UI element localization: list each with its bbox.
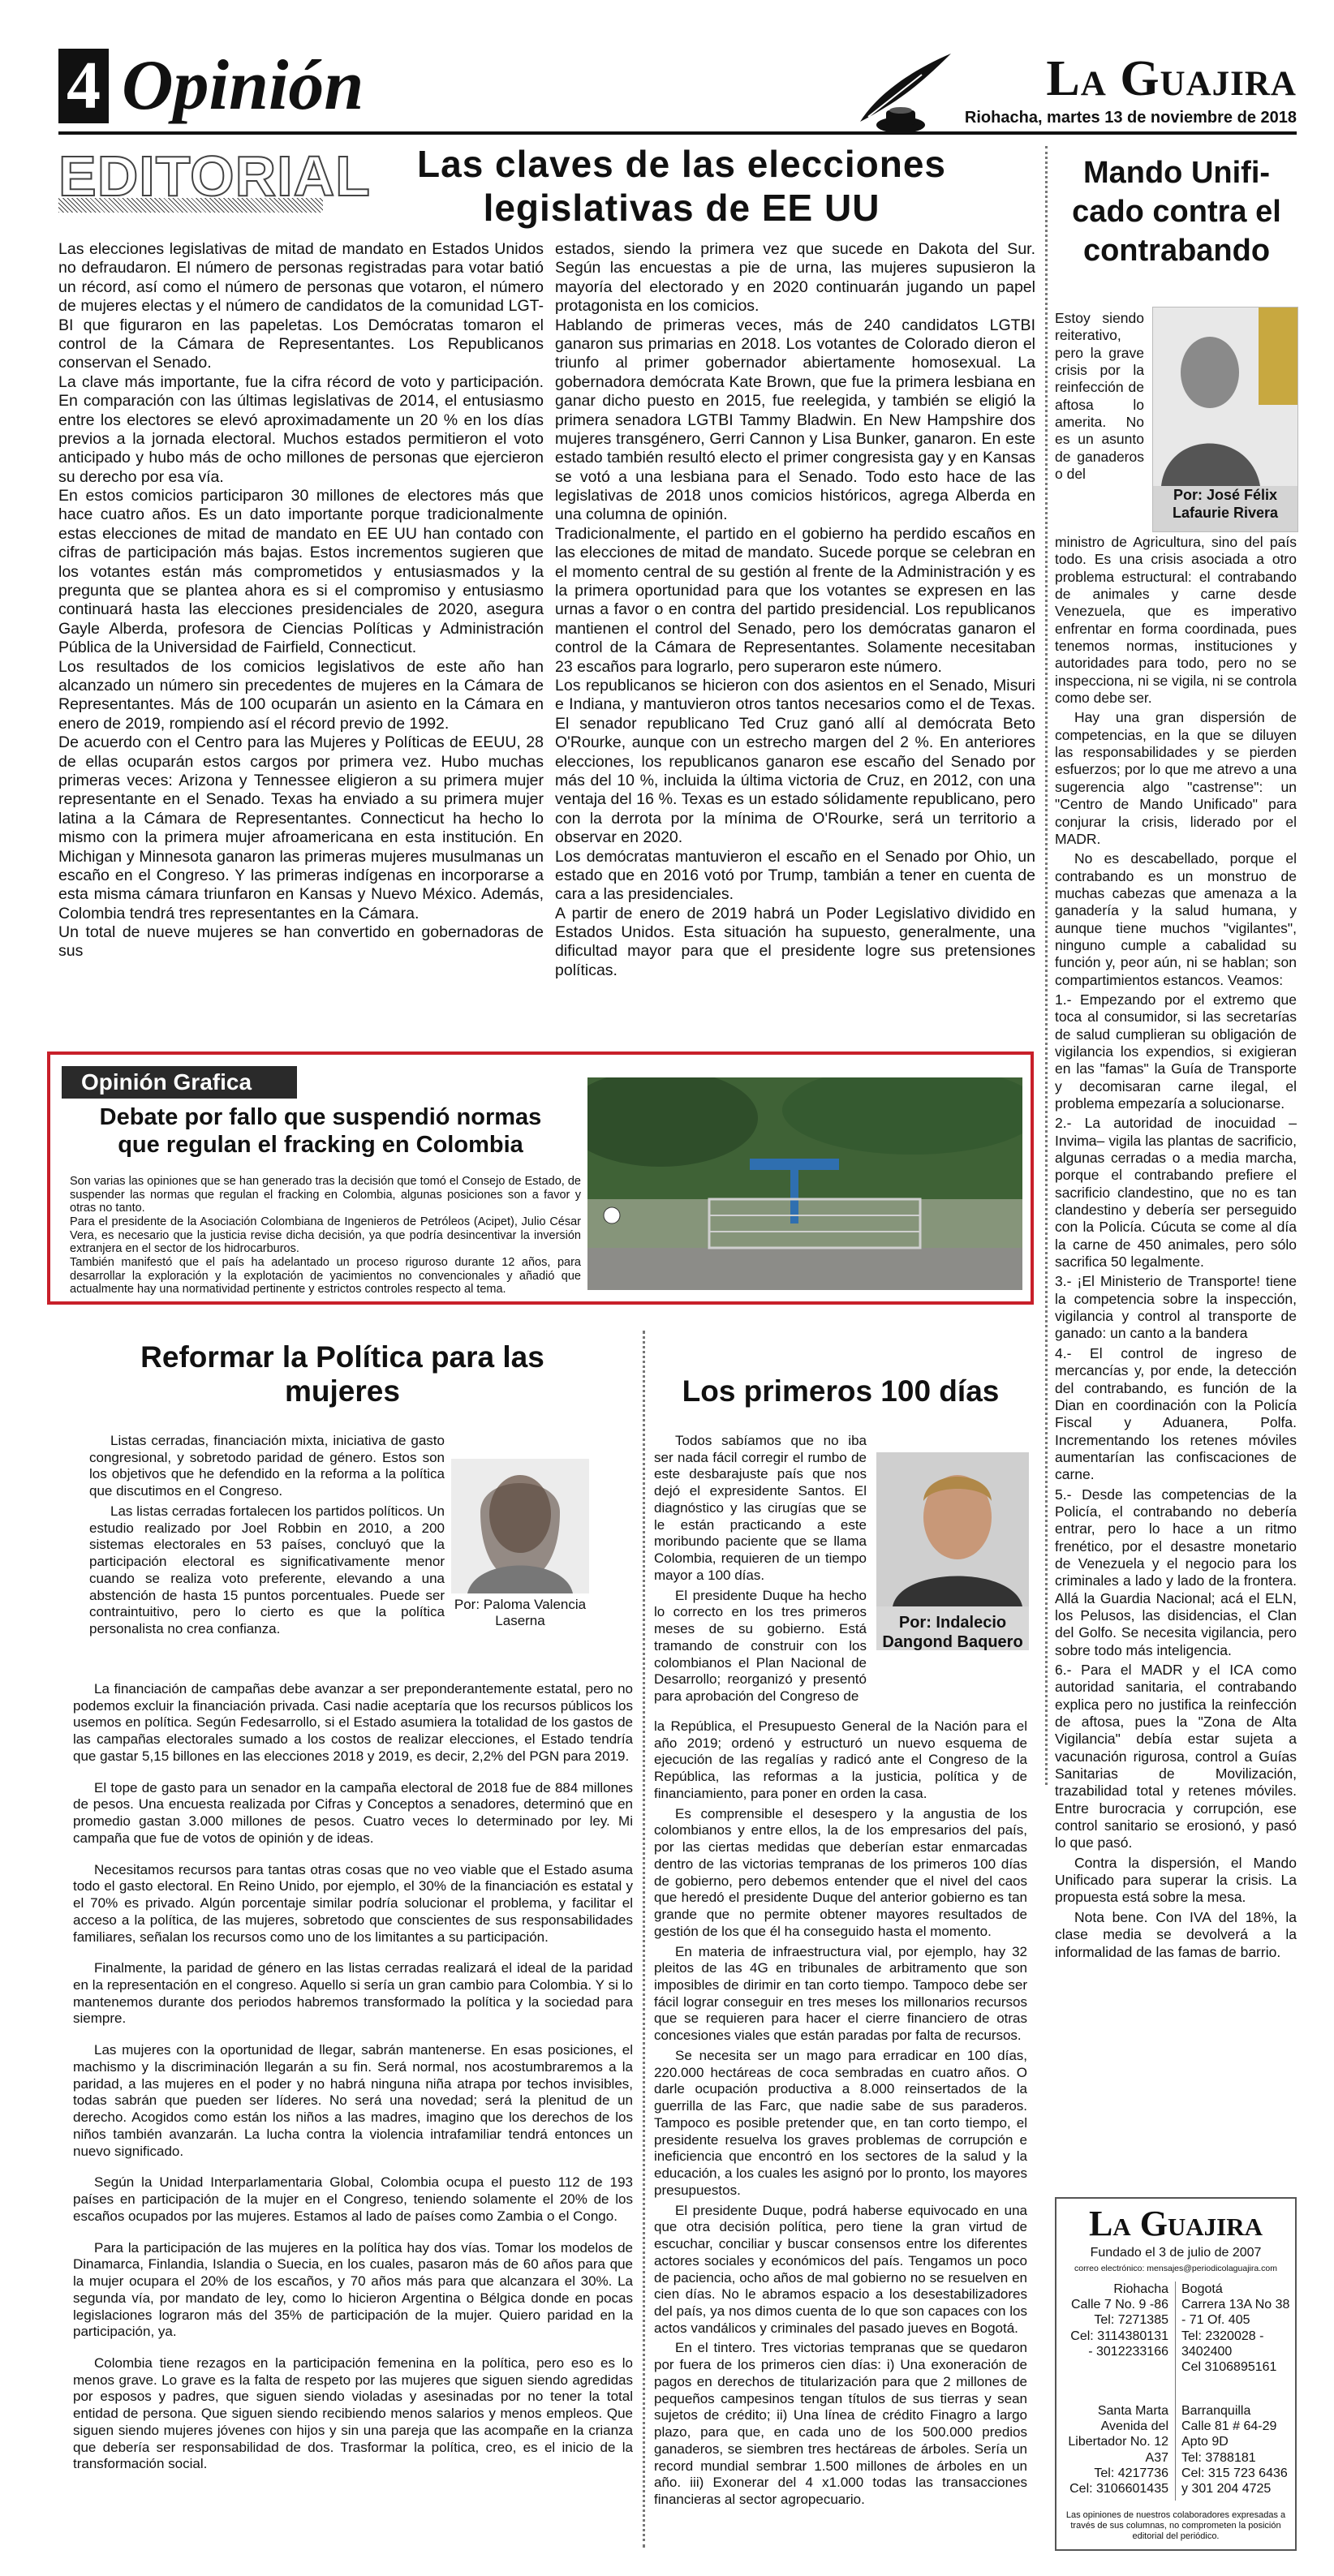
reformar-intro	[89, 1433, 445, 1641]
author-caption-valencia: Por: Paloma Valencia Laserna	[454, 1597, 587, 1629]
sidebar-paragraph: No es descabellado, porque el contrabando es un monstruo de muchas cabezas que amenaza a la ganadería y la salud humana, y aunque tiene muchos "vigilantes", ninguno cumple a cabalidad su función y, peor aún, ni se hablan; son compartimientos estancos. Veamos:	[1055, 850, 1297, 988]
office-bogota	[1181, 2281, 1290, 2375]
sidebar-paragraph: 6.- Para el MADR y el ICA como autoridad sanitaria, el contrabando explica pero no justifica la reinfección de aftosa, pues la "Zona de Alta Vigilancia" debía estar sujeta a vacunación rigurosa, control a Guías Sanitarias de Movilización, trazabilidad total y retenes móviles. Entre burocracia y corrupción, ese control sanitario se erosionó, y pasó lo que pasó.	[1055, 1662, 1297, 1851]
reformar-paragraph: La financiación de campañas debe avanzar a ser preponderantemente estatal, pero no podemos excluir la financiación privada. Casi nadie aceptaría que los recursos públicos los usemos en política. Según Fedesarrollo, si el Estado asumiera la totalidad de los gastos de las campañas electorales sumado a los costos de realizar elecciones, el Estado tendría que gastar 5,15 billones en las elecciones 2018 y 2019, es decir, 2,2% del PGN para 2019.	[73, 1681, 633, 1764]
person-silhouette-icon	[451, 1459, 589, 1593]
office-cel: Cel 3106895161	[1181, 2359, 1277, 2374]
office-address: Carrera 13A No 38 - 71 Of. 405	[1181, 2298, 1290, 2328]
editorial-column-1	[58, 240, 544, 961]
reformar-paragraph: Finalmente, la paridad de género en las listas cerradas realizará el ideal de la paridad en la representación en el congreso. Aquello si sería un gran cambio para Colombia. Y si lo mantenemos durante dos periodos habremos transformado la política y la sociedad para siempre.	[73, 1960, 633, 2027]
sidebar-divider	[1045, 146, 1048, 1785]
office-cel: Cel: 3114380131 - 3012233166	[1070, 2329, 1168, 2359]
editorial-paragraph: Los resultados de los comicios legislativos de este año han alcanzado un número sin precedentes de mujeres en la Cámara de Representantes. Más de 100 ocuparán un asiento en la Cámara en enero de 2019, rompiendo así el récord previo de 1992.	[58, 657, 544, 733]
masthead-vertical-rule	[1175, 2281, 1176, 2501]
primeros-paragraph: En materia de infraestructura vial, por ejemplo, hay 32 pleitos de las 4G en tribunales de arbitramento que son imposibles de dirimir en tan corto tiempo. Tampoco debe ser fácil lograr conseguir en tres meses los millonarios recursos que se requieren para hacer el cierre financiero de otras concesiones viales que están paradas por falta de recursos.	[654, 1943, 1027, 2044]
reformar-paragraph: Colombia tiene rezagos en la participación femenina en la política, pero eso es lo menos grave. Lo grave es la falta de respeto por las mujeres que siguen siendo agredidas por esposos y padres, que siguen siendo violadas y asesinadas por no tener la total entidad de persona. Que siguen siendo recibiendo menos salarios y menos empleos. Que siguen siendo mujeres jóvenes con hijos y sin una pareja que las acompañe en la crianza que debería ser responsabilidad de dos. Trasformar la política, creo, es el inicio de la transformación social.	[73, 2355, 633, 2472]
sidebar-body	[1055, 534, 1297, 1963]
editorial-paragraph: Los republicanos se hicieron con dos asientos en el Senado, Misuri e Indiana, y mantuvieron otros tantos necesarios como el de Texas. El senador republicano Ted Cruz ganó allí al demócrata Beto O'Rourke, aunque con un estrecho margen del 2 %. En anteriores elecciones, los republicanos ganaron ese escaño del Senado por más del 10 %, incluida la última victoria de Cruz, en 2012, con una ventaja del 16 %. Texas es un estado sólidamente republicano, pero con la derrota por la mínima de O'Rourke, será un territorio a observar en 2020.	[555, 676, 1035, 847]
reformar-paragraph: Las listas cerradas fortalecen los partidos políticos. Un estudio realizado por Joel Robbin en 2010, a 200 sistemas electorales en 53 países, concluyó que la participación electoral es significativamente menor cuando se realiza voto preferente, elevando a una abstención de hasta 15 puntos porcentuales. Puede ser contraintuitivo, pero lo cierto es que la política personalista no crea confianza.	[89, 1503, 445, 1637]
editorial-paragraph: De acuerdo con el Centro para las Mujeres y Políticas de EEUU, 28 de ellas ocuparán estos cargos por primera vez. Hubo muchas primeras veces: Arizona y Tennessee eligieron a su primera mujer representante en el Senado. Texas ha enviado a su primera mujer latina a la Cámara de Representantes. Connecticut ha hecho lo mismo con la primera mujer afroamericana en esta institución. En Michigan y Minnesota ganaron las primeras mujeres musulmanas un escaño en el Congreso. Y las primeras indígenas en incorporarse a esta misma cámara triunfaron en Kansas y Nuevo México. Además, Colombia tendrá tres representantes en la Cámara.	[58, 733, 544, 922]
office-phone: Tel: 2320028 - 3402400	[1181, 2329, 1264, 2359]
reformar-paragraph: Listas cerradas, financiación mixta, iniciativa de gasto congresional, y sobretodo paridad de género. Estos son los objetivos que he defendido en la reforma a la política que discutimos en el Congreso.	[89, 1433, 445, 1499]
editorial-paragraph: Los demócratas mantuvieron el escaño en el Senado por Ohio, un estado que en 2016 votó por Trump, tambián a tener en cuenta de cara a las presidenciales.	[555, 847, 1035, 904]
office-santa-marta	[1063, 2403, 1168, 2496]
office-phone: Tel: 4217736	[1094, 2466, 1168, 2480]
page-number: 4	[67, 48, 101, 123]
primeros-paragraph: la República, el Presupuesto General de la Nación para el año 2019; ordenó y estructuró un nuevo esquema de ejecución de las regalías y radicó ante el Congreso de la República, las reformas a la justicia, política y de financiamiento, para poner en orden la casa.	[654, 1718, 1027, 1801]
sidebar-intro: Estoy siendo reiterativo, pero la grave crisis por la reinfección de aftosa lo amerita. No es un asunto de ganaderos o del	[1055, 310, 1144, 483]
editorial-title-line2: legislativas de EE UU	[483, 187, 880, 229]
sidebar-paragraph: Contra la dispersión, el Mando Unificado para superar la crisis. La propuesta está sobre la mesa.	[1055, 1854, 1297, 1906]
opinion-grafica-tag: Opinión Grafica	[62, 1066, 297, 1099]
office-cel: Cel: 315 723 6436 y 301 204 4725	[1181, 2466, 1288, 2496]
masthead-email: correo electrónico: mensajes@periodicolaguajira.com	[1074, 2264, 1277, 2273]
editorial-paragraph: En estos comicios participaron 30 millones de electores más que hace cuatro años. Es un dato importante porque tradicionalmente estas elecciones de mitad de mandato en EE UU han contado con cifras de participación más bajas. Estos incrementos sugieren que los votantes están más comprometidos y entusiasmados y la pregunta que se plantea ahora es si el compromiso y entusiasmo continuará hasta las elecciones presidenciales de 2020, asegura Gayle Alberda, profesora de Ciencias Políticas y Administración Pública de la Universidad de Fairfield, Connecticut.	[58, 487, 544, 657]
primeros-intro	[654, 1433, 867, 1709]
reformar-paragraph: Según la Unidad Interparlamentaria Global, Colombia ocupa el puesto 112 de 193 países en participación de la mujer en el Congreso, teniendo solamente el 20% de los escaños ocupados por las mujeres. Estamos al lado de países como Zambia o el Congo.	[73, 2174, 633, 2224]
editorial-tag: EDITORIAL	[58, 144, 371, 208]
editorial-title-line1: Las claves de las elecciones	[417, 143, 946, 185]
person-silhouette-icon	[876, 1452, 1029, 1606]
office-phone: Tel: 7271385	[1094, 2313, 1168, 2328]
office-riohacha	[1063, 2281, 1168, 2359]
office-city: Santa Marta	[1097, 2404, 1168, 2418]
header-rule	[58, 131, 1297, 135]
office-city: Barranquilla	[1181, 2404, 1251, 2418]
grafica-title-line2: que regulan el fracking en Colombia	[118, 1132, 523, 1158]
sidebar-paragraph: ministro de Agricultura, sino del país todo. Es una crisis asociada a otro problema estructural: el contrabando de animales y carne desde Venezuela, que es imperativo enfrentar en forma coordinada, pues tenemos normas, instituciones y autoridades para todo, pero no se inspecciona, ni se vigila, ni se controla como debe ser.	[1055, 534, 1297, 707]
primeros-paragraph: En el tintero. Tres victorias tempranas que se quedaron por fuera de los primeros cien días: i) Una exoneración de pagos en derechos de titularización para que 2 millones de pequeños campesinos tengan títulos de sus tierras y sean sujetos de crédito; ii) Una línea de crédito Finagro a largo plazo, para que, en cada uno de los 500.000 predios ganaderos, se siembren tres hectáreas de árboles. Sería un record mundial sembrar 1.500 millones de árboles en un año. iii) Exonerar del 4 x1.000 todas las transacciones financieras al sector agropecuario.	[654, 2340, 1027, 2508]
office-address: Calle 7 No. 9 -86	[1070, 2298, 1168, 2312]
grafica-text	[70, 1175, 581, 1297]
reformar-paragraph: Las mujeres con la oportunidad de llegar, sabrán mantenerse. En esas posiciones, el machismo y la discriminación llegarán a su fin. Será normal, nos acostumbraremos a la paridad, a las mujeres en el poder y no habrá ninguna niña atrapa por techos invisibles, todas sabrán que pueden ser líderes. No será una novedad; será la plenitud de un derecho. Acogidos como están los niños a las madres, imagino que los derechos de los niños también avanzarán. La lucha contra la violencia intrafamiliar tendrá entonces un nuevo significado.	[73, 2042, 633, 2159]
reformar-paragraph: Para la participación de las mujeres en la política hay dos vías. Tomar los modelos de Dinamarca, Finlandia, Islandia o Suecia, en los cuales, pasaron más de 60 años para que la mujer ocupara el 20% de los escaños, y 70 años más para que alcanzara el 30%. La segunda vía, por mandato de ley, como lo hicieron Argentina o Bélgica donde en pocas legislaciones lograron más del 35% de participación de la mujer. Quiero paridad en la participación, ya.	[73, 2239, 633, 2340]
office-phone: Tel: 3788181	[1181, 2450, 1256, 2465]
office-address: Avenida del Libertador No. 12 A37	[1068, 2419, 1168, 2465]
masthead-box-logo: La Guajira	[1088, 2204, 1263, 2243]
editorial-paragraph: Tradicionalmente, el partido en el gobierno ha perdido escaños en las elecciones de mitad de mandato. Sucede porque se celebran en el momento central de su gestión al frente de la Administración y es la primera oportunidad para que los votantes se expresen en las urnas a favor o en contra del partido presidencial. Los republicanos mantienen el control del Senado, pero los demócratas ganaron el control de la Cámara de Representantes. Solamente necesitaban 23 escaños para lograrlo, pero superaron este número.	[555, 524, 1035, 676]
author-caption-lafaurie: Por: José Félix Lafaurie Rivera	[1172, 487, 1279, 521]
sidebar-paragraph: Nota bene. Con IVA del 18%, la clase media se devolverá a la informalidad de las famas de barrio.	[1055, 1908, 1297, 1960]
office-city: Bogotá	[1181, 2282, 1223, 2296]
sidebar-paragraph: 2.- La autoridad de inocuidad –Invima– vigila las plantas de sacrificio, algunas cerradas o a media marcha, porque el contrabando prefiere el sacrificio clandestino, que no es tan clandestino y debería ser perseguido con la Policía. Cúcuta se come al día la carne de 450 animales, pero sólo sacrifica 50 legalmente.	[1055, 1115, 1297, 1271]
sidebar-paragraph: 1.- Empezando por el extremo que toca al consumidor, si las secretarías de salud cumplieran su obligación de vigilancia los expendios, si exigieran en las "famas" la Guía de Transporte y decomisaran carne ilegal, el problema empezaría a solucionarse.	[1055, 991, 1297, 1112]
primeros-title: Los primeros 100 días	[682, 1374, 1000, 1408]
editorial-paragraph: Un total de nueve mujeres se han convertido en gobernadoras de sus	[58, 923, 544, 961]
sidebar-paragraph: 4.- El control de ingreso de mercancías y, por ende, la detección del contrabando, es función de la Dian en coordinación con la Policía Fiscal y Aduanera, Polfa. Incrementando los retenes móviles aumentarían las confiscaciones de carne.	[1055, 1344, 1297, 1483]
sidebar-title-line2: cado contra el	[1072, 195, 1281, 229]
office-address: Calle 81 # 64-29 Apto 9D	[1181, 2419, 1277, 2449]
primeros-paragraph: Se necesita ser un mago para erradicar en 100 días, 220.000 hectáreas de coca sembradas en cuatro años. O darle ocupación productiva a 8.000 reinsertados de la guerrilla de las Farc, que nadie sabe de sus paraderos. Tampoco es posible pretender que, en tan corto tiempo, el presidente resuelva los graves problemas de corrupción e ineficiencia que encontró en los sectores de la salud y la educación, a los cuales les asignó por lo pronto, los mayores presupuestos.	[654, 2047, 1027, 2198]
masthead-founded: Fundado el 3 de julio de 2007	[1090, 2246, 1262, 2260]
reformar-body	[73, 1681, 633, 2476]
grafica-title-line1: Debate por fallo que suspendió normas	[99, 1104, 542, 1130]
sidebar-title-line1: Mando Unifi-	[1082, 156, 1271, 190]
editorial-paragraph: La clave más importante, fue la cifra récord de voto y participación. En comparación con las últimas legislativas de 2014, el entusiasmo entre los electores se elevó aproximadamente un 20 % en los días previos a la jornada electoral. Muchos estados permitieron el voto anticipado y hubo más de ocho millones de personas que ejercieron su derecho por esa vía.	[58, 372, 544, 486]
dateline: Riohacha, martes 13 de noviembre de 2018	[964, 109, 1297, 127]
editorial-paragraph: estados, siendo la primera vez que sucede en Dakota del Sur. Según las encuestas a pie de urna, las mujeres supusieron la mayoría del electorado y en 2020 continuarán jugando un papel protagonista en los comicios.	[555, 240, 1035, 316]
sidebar-title-line3: contrabando	[1082, 234, 1271, 268]
reformar-paragraph: Necesitamos recursos para tantas otras cosas que no veo viable que el Estado asuma todo el gasto electoral. En Reino Unido, por ejemplo, el 30% de la financiación es estatal y el 70% es privado. Algún porcentaje similar podría solucionar el problema, y facilitar el acceso a la política, de las mujeres, sobretodo que conscientes de sus responsabilidades familiares, señalan los recursos como uno de los limitantes a su participación.	[73, 1861, 633, 1945]
grafica-paragraph: También manifestó que el país ha adelantado un proceso riguroso durante 12 años, para desarrollar la exploración y la explotación de yacimientos no convencionales y añadió que actualmente hay una normatividad pertinente y estrictos controles respecto al tema.	[70, 1256, 581, 1297]
grafica-paragraph: Para el presidente de la Asociación Colombiana de Ingenieros de Petróleos (Acipet), Julio César Vera, es necesario que la justicia revise dicha decisión, ya que podría desincentivar la inversión extranjera en el sector de los hidrocarburos.	[70, 1215, 581, 1256]
sidebar-paragraph: 3.- ¡El Ministerio de Transporte! tiene la competencia sobre la inspección, vigilancia y control al transporte de ganado: un canto a la bandera	[1055, 1273, 1297, 1342]
primeros-paragraph: Es comprensible el desespero y la angustia de los colombianos y entre ellos, la de los empresarios del país, por las ciertas medidas que deberían estar enmarcadas dentro de las victorias tempranas de los primeros 100 días de gobierno, pero debemos entender que el nivel del caos que heredó el presidente Duque del anterior gobierno es tan grande que no permite obtener mayores resultados de gestión de los que él ha conseguido hasta el momento.	[654, 1805, 1027, 1939]
office-barranquilla	[1181, 2403, 1290, 2496]
author-photo-valencia	[451, 1459, 589, 1593]
author-caption-dangond: Por: Indalecio Dangond Baquero	[882, 1614, 1023, 1651]
editorial-column-2	[555, 240, 1035, 980]
editorial-paragraph: Las elecciones legislativas de mitad de mandato en Estados Unidos no defraudaron. El número de personas registradas para votar batió un récord, así como el número de personas que votaron, el número de mujeres electas y el número de candidatos de la comunidad LGT-BI que figuraron en las papeletas. Los Demócratas tomaron el control de la Cámara de Representantes. Los Republicanos conservan el Senado.	[58, 240, 544, 372]
sidebar-paragraph: Hay una gran dispersión de competencias, en la que se diluyen las responsabilidades y se pierden esfuerzos; por lo que me atrevo a una sugerencia algo "castrense": un "Centro de Mando Unificado" para conjurar la crisis, liderado por el MADR.	[1055, 709, 1297, 847]
office-city: Riohacha	[1113, 2282, 1168, 2296]
masthead-logo: La Guajira	[1046, 51, 1297, 106]
office-cel: Cel: 3106601435	[1069, 2481, 1168, 2496]
fracking-site-photo	[587, 1077, 1022, 1290]
editorial-paragraph: A partir de enero de 2019 habrá un Poder Legislativo dividido en Estados Unidos. Esta situación ha supuesto, generalmente, una dificultad mayor para que el presidente logre sus pretensiones políticas.	[555, 904, 1035, 979]
section-title: Opinión	[122, 46, 364, 125]
primeros-paragraph: Todos sabíamos que no iba ser nada fácil corregir el rumbo de este desbarajuste país que nos dejó el expresidente Santos. El diagnóstico y las cirugías que se le están practicando a este moribundo paciente que se llama Colombia, requieren de un tiempo mayor a 100 días.	[654, 1433, 867, 1583]
reformar-title-line2: mujeres	[285, 1374, 400, 1408]
column-divider	[643, 1331, 645, 2548]
primeros-paragraph: El presidente Duque, podrá haberse equivocado en una que otra decisión política, pero tiene la gran virtud de escuchar, conciliar y buscar consensos entre los diferentes actores sociales y económicos del país. Tengamos un poco de paciencia, ocho años de mal gobierno no se resuelven en cien días. No le abramos espacio a los desestabilizadores del país, ya nos dimos cuenta de lo que son capaces con los actos vandálicos y criminales del pasado jueves en Bogotá.	[654, 2202, 1027, 2336]
reformar-title-line1: Reformar la Política para las	[140, 1340, 544, 1374]
reformar-paragraph: El tope de gasto para un senador en la campaña electoral de 2018 fue de 884 millones de pesos. Una encuesta realizada por Cifras y Conceptos a senadores, determinó que en promedio gastan 3.000 millones de pesos. Cuatro veces lo determinado por ley. Mi campaña que fue de votos de opinión y de ideas.	[73, 1779, 633, 1846]
primeros-body	[654, 1718, 1027, 2512]
editorial-paragraph: Hablando de primeras veces, más de 240 candidatos LGTBI ganaron sus primarias en 2018. Los votantes de Colorado dieron el triunfo al primer gobernador abiertamente homosexual. La gobernadora demócrata Kate Brown, que fue la primera lesbiana en ganar dicho puesto en 2015, fue reelegida, y también se eligió la primera senadora LGTBI Tammy Bladwin. En New Hampshire dos mujeres transgénero, Gerri Cannon y Lisa Bunker, ganaron. En este estado también resultó electo el primer congresista gay y en Kansas se votó a una lesbiana para el Senado. Todo esto hace de las legislativas de 2018 unos comicios históricos, agrega Alberda en una columna de opinión.	[555, 316, 1035, 524]
sidebar-paragraph: 5.- Desde las competencias de la Policía, el contrabando no debería entrar, pero lo hace a un ritmo frenético, por el desastre monetario de Venezuela y el negocio para los criminales a lado y lado de la frontera. Allá la Guardia Nacional; acá el ELN, los Pelusos, las disidencias, el Clan del Golfo. Se necesita vigilancia, pero sobre todo más inteligencia.	[1055, 1486, 1297, 1658]
masthead-disclaimer: Las opiniones de nuestros colaboradores expresadas a través de sus columnas, no comprometen la posición editorial del periódico.	[1065, 2510, 1286, 2542]
grafica-paragraph: Son varias las opiniones que se han generado tras la decisión que tomó el Consejo de Estado, de suspender las normas que regulan el fracking en Colombia, algunas posiciones son a favor y otras no tanto.	[70, 1175, 581, 1215]
primeros-paragraph: El presidente Duque ha hecho lo correcto en los tres primeros meses de su gobierno. Está tramando de construir con los colombianos el Plan Nacional de Desarrollo; reorganizó y presentó para aprobación del Congreso de	[654, 1587, 867, 1705]
